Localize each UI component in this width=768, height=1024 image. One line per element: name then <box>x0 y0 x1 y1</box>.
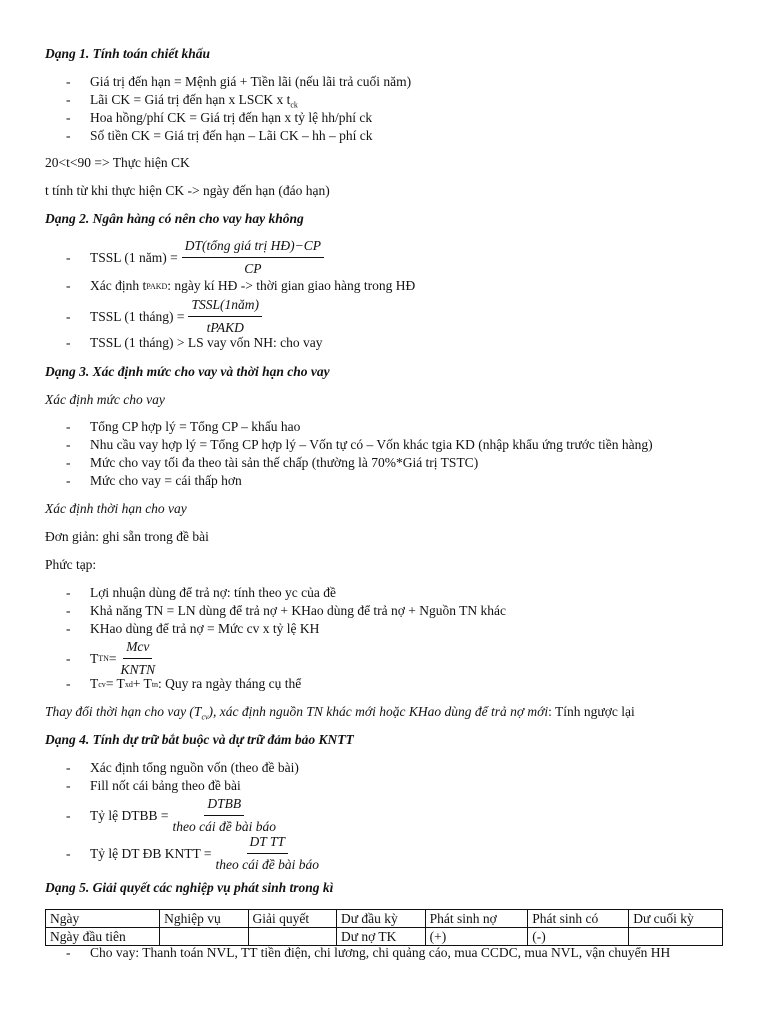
list-item: - Hoa hồng/phí CK = Giá trị đến hạn x tỷ lệ hh/phí ck <box>66 109 411 127</box>
note-text: t tính từ khi thực hiện CK -> ngày đến hạn (đáo hạn) <box>45 183 330 198</box>
formula-ttn: - T TN = $\frac{\text{Mcv}}{\text{KNTN}}$ <box>66 639 156 677</box>
table-cell: (+) <box>425 928 528 946</box>
transactions-table <box>45 909 723 946</box>
section-5-title: Dạng 5. Giải quyết các nghiệp vụ phát sinh trong kì <box>45 880 334 895</box>
section-4-title: Dạng 4. Tính dự trữ bắt buộc và dự trữ đảm bảo KNTT <box>45 732 354 747</box>
formula-tssl-month: - TSSL (1 tháng) = $\frac{\text{TSSL(1năm)}}{\text{tPAKD}}$ <box>66 296 262 337</box>
section-3-list-2 <box>66 584 506 638</box>
table-header-cell: Dư đầu kỳ <box>336 910 425 928</box>
subsection-title: Xác định thời hạn cho vay <box>45 501 187 516</box>
list-item: - Lợi nhuận dùng để trả nợ: tính theo yc của đề <box>66 584 506 602</box>
list-item: - Tổng CP hợp lý = Tổng CP – khấu hao <box>66 418 653 436</box>
table-header-cell: Phát sinh nợ <box>425 910 528 928</box>
list-item: - Xác định t PAKD : ngày kí HĐ -> thời gian giao hàng trong HĐ <box>66 278 416 293</box>
section-5-list <box>66 944 670 962</box>
formula-dtdb: - Tỷ lệ DT ĐB KNTT = $\frac{\text{DT TT}}{\text{theo cái đề bài báo}}$ <box>66 834 319 872</box>
fraction: $\frac{\text{Mcv}}{\text{KNTN}}$ <box>120 639 156 677</box>
list-item: - Xác định tổng nguồn vốn (theo đề bài) <box>66 759 299 777</box>
section-4-list <box>66 759 299 795</box>
note-text: 20<t<90 => Thực hiện CK <box>45 155 190 170</box>
table-header-row <box>46 910 723 928</box>
note-text: Phức tạp: <box>45 557 97 572</box>
list-item: - Khả năng TN = LN dùng để trả nợ + KHao dùng để trả nợ + Nguồn TN khác <box>66 602 506 620</box>
list-item: - Mức cho vay tối đa theo tài sản thế chấp (thường là 70%*Giá trị TSTC) <box>66 454 653 472</box>
table-cell: (-) <box>528 928 629 946</box>
formula-dtbb: - Tỷ lệ DTBB = $\frac{\text{DTBB}}{\text{theo cái đề bài báo}}$ <box>66 796 276 834</box>
list-item: - Cho vay: Thanh toán NVL, TT tiền điện, chi lương, chi quảng cáo, mua CCDC, mua NVL, vận chuyển HH <box>66 944 670 962</box>
table-row <box>46 928 723 946</box>
subsection-title: Xác định mức cho vay <box>45 392 165 407</box>
table-cell <box>248 928 336 946</box>
table-cell: Dư nợ TK <box>336 928 425 946</box>
list-item: - T cv = T xd + T tn : Quy ra ngày tháng cụ thể <box>66 676 302 691</box>
formula-tssl-year: - TSSL (1 năm) = $\frac{\text{DT(tổng giá trị HĐ)−CP}}{CP}$ <box>66 237 324 278</box>
list-item: - Nhu cầu vay hợp lý = Tổng CP hợp lý – Vốn tự có – Vốn khác tgia KD (nhập khẩu ứng trước tiền hàng) <box>66 436 653 454</box>
list-item: - TSSL (1 tháng) > LS vay vốn NH: cho vay <box>66 335 323 350</box>
list-item: - Giá trị đến hạn = Mệnh giá + Tiền lãi (nếu lãi trả cuối năm) <box>66 73 411 91</box>
table-cell <box>629 928 723 946</box>
table-cell: Ngày đầu tiên <box>46 928 160 946</box>
table-header-cell: Ngày <box>46 910 160 928</box>
list-item: - Số tiền CK = Giá trị đến hạn – Lãi CK – hh – phí ck <box>66 127 411 145</box>
note-text: Thay đổi thời hạn cho vay $(T_{cv})$, xác định nguồn TN khác mới hoặc KHao dùng để trả nợ mới: Tính ngược lại <box>45 704 635 722</box>
note-text: Đơn giản: ghi sẵn trong đề bài <box>45 529 209 544</box>
section-1-title: Dạng 1. Tính toán chiết khấu <box>45 46 211 61</box>
fraction: $\frac{\text{TSSL(1năm)}}{\text{tPAKD}}$ <box>188 296 262 337</box>
table-header-cell: Giải quyết <box>248 910 336 928</box>
fraction: $\frac{\text{DT TT}}{\text{theo cái đề bài báo}}$ <box>215 834 319 872</box>
table-header-cell: Dư cuối kỳ <box>629 910 723 928</box>
fraction: $\frac{\text{DT(tổng giá trị HĐ)−CP}}{CP}$ <box>182 237 324 278</box>
table-header-cell: Phát sinh có <box>528 910 629 928</box>
list-item: - Mức cho vay = cái thấp hơn <box>66 472 653 490</box>
section-3-list-1 <box>66 418 653 490</box>
section-2-title: Dạng 2. Ngân hàng có nên cho vay hay không <box>45 211 304 226</box>
list-item: - Fill nốt cái bảng theo đề bài <box>66 777 299 795</box>
section-1-list <box>66 73 411 145</box>
table-header-cell: Nghiệp vụ <box>160 910 248 928</box>
fraction: $\frac{\text{DTBB}}{\text{theo cái đề bài báo}}$ <box>172 796 276 834</box>
list-item: - KHao dùng để trả nợ = Mức cv x tỷ lệ KH <box>66 620 506 638</box>
section-3-title: Dạng 3. Xác định mức cho vay và thời hạn cho vay <box>45 364 330 379</box>
list-item: - Lãi CK = Giá trị đến hạn x LSCK x $t_{ck}$ <box>66 91 411 109</box>
table-cell <box>160 928 248 946</box>
